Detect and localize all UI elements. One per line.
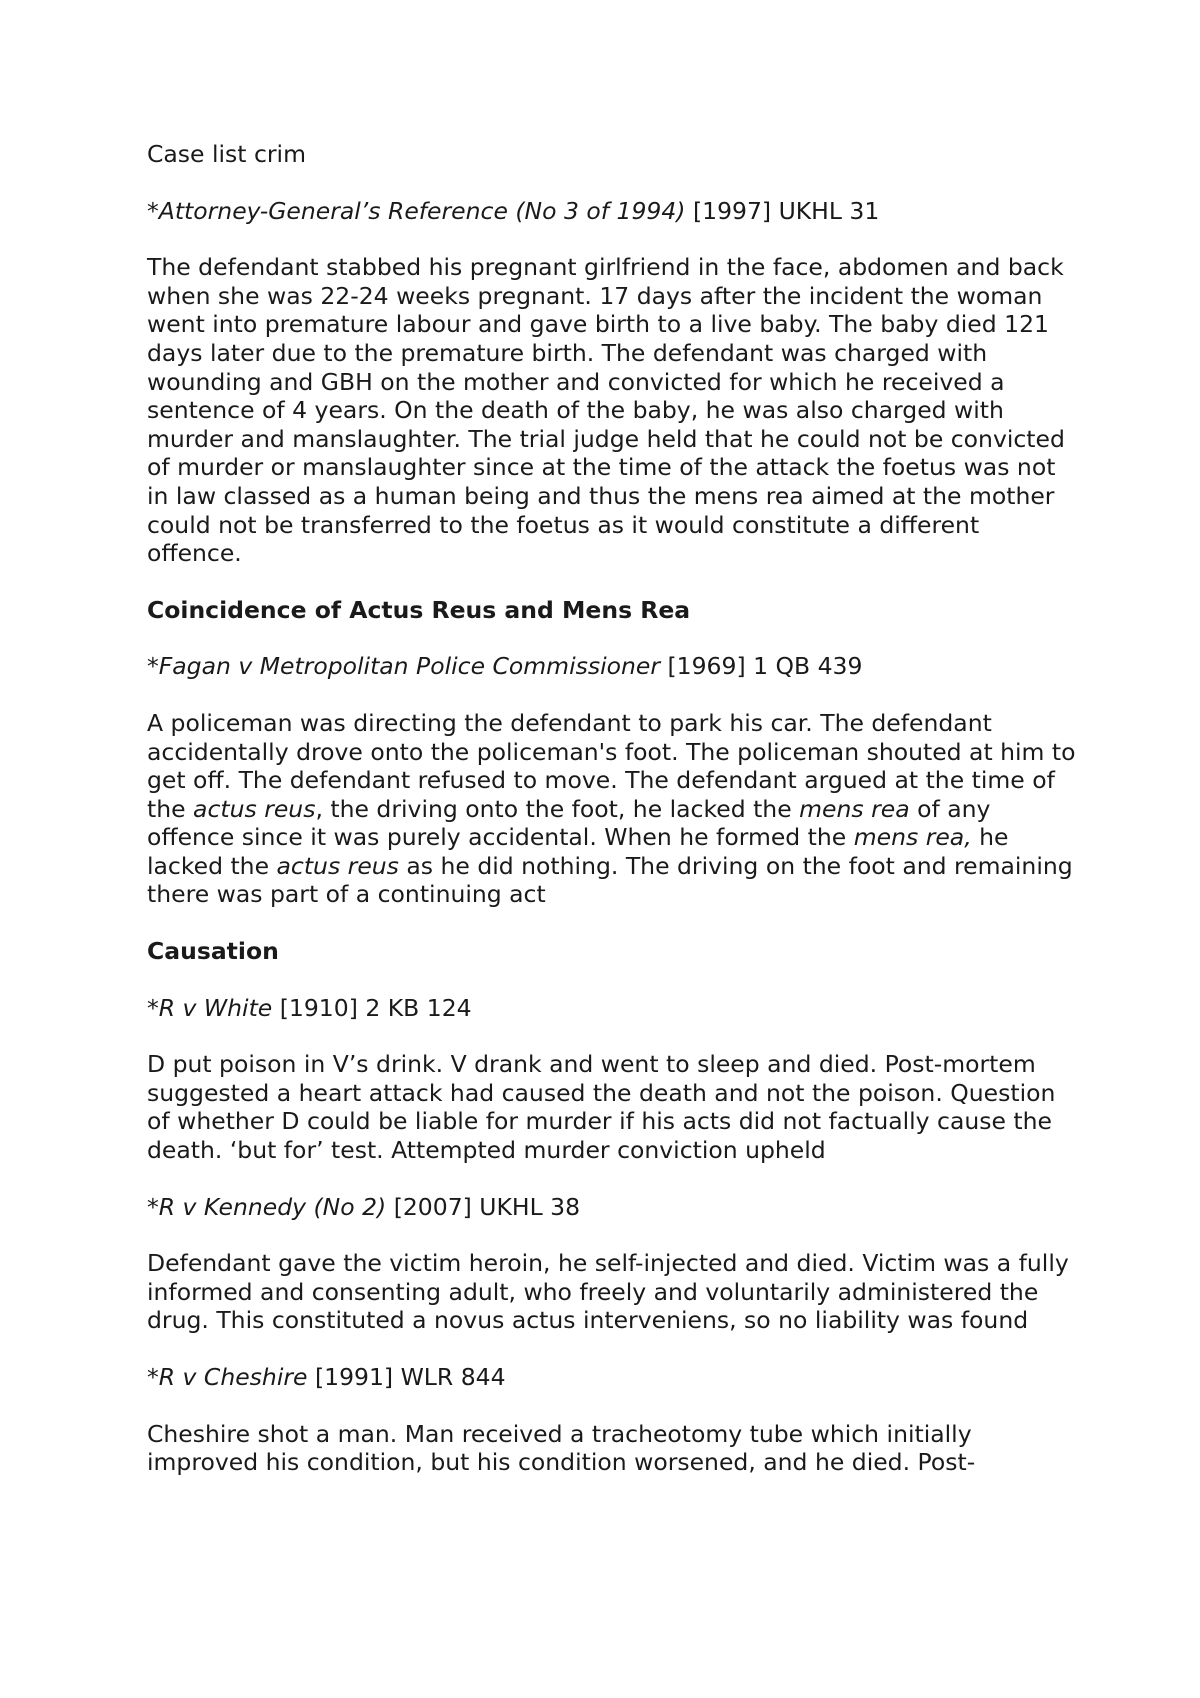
summary-text: as he did nothing. The driving on the foot and remaining there was part of a continuing act [147,851,1073,909]
case-summary-fagan [147,709,1077,909]
summary-text: he lacked the [147,823,1009,880]
summary-text: , the driving onto the foot, he lacked the [315,794,800,823]
case-citation-kennedy [147,1193,1077,1222]
document-title: Case list crim [147,140,306,168]
document-page [147,140,1077,1505]
italic-term: actus reus [276,851,399,880]
case-name: *R v Cheshire [147,1363,308,1391]
case-citation: [1997] UKHL 31 [685,196,880,225]
case-citation: [1969] 1 QB 439 [660,652,863,681]
case-summary-white: D put poison in V’s drink. V drank and went to sleep and died. Post-mortem suggested a heart attack had caused the death and not the poison. Question of whether D could be liable for murder if his acts did not factually cause the death. ‘but for’ test. Attempted murder conviction upheld [147,1050,1056,1165]
case-citation-fagan [147,652,1077,681]
summary-text: A policeman was directing the defendant to park his car. The defendant accidentally drove onto the policeman's foot. The policeman shouted at him to get off. The defendant refused to move. The defendant argued at the time of the [147,708,1076,823]
italic-term: mens rea, [853,823,972,852]
case-summary-ag-reference: The defendant stabbed his pregnant girlfriend in the face, abdomen and back when she was 22-24 weeks pregnant. 17 days after the incident the woman went into premature labour and gave birth to a live baby. The baby died 121 days later due to the premature birth. The defendant was charged with wounding and GBH on the mother and convicted for which he received a sentence of 4 years. On the death of the baby, he was also charged with murder and manslaughter. The trial judge held that he could not be convicted of murder or manslaughter since at the time of the attack the foetus was not in law classed as a human being and thus the mens rea aimed at the mother could not be transferred to the foetus as it would constitute a different offence. [147,253,1065,568]
italic-term: actus reus [193,794,316,823]
section-heading-coincidence: Coincidence of Actus Reus and Mens Rea [147,595,691,624]
italic-term: mens rea [799,794,910,823]
case-name: *Fagan v Metropolitan Police Commissioner [147,652,661,681]
case-name: *R v Kennedy (No 2) [147,1192,387,1221]
case-citation: [1910] 2 KB 124 [272,993,472,1022]
case-citation-ag-reference [147,197,1077,226]
case-summary-cheshire: Cheshire shot a man. Man received a tracheotomy tube which initially improved his condition, but his condition worsened, and he died. Post- [147,1419,976,1477]
case-citation: [1991] WLR 844 [307,1363,506,1391]
case-summary-kennedy: Defendant gave the victim heroin, he self-injected and died. Victim was a fully informed and consenting adult, who freely and voluntarily administered the drug. This constituted a novus actus interveniens, so no liability was found [147,1249,1069,1335]
section-heading-causation: Causation [147,937,279,966]
case-name: *Attorney-General’s Reference (No 3 of 1994) [147,196,686,225]
summary-text: of any offence since it was purely accidental. When he formed the [147,794,991,852]
case-citation: [2007] UKHL 38 [386,1192,581,1221]
case-name: *R v White [147,993,273,1022]
case-citation-cheshire [147,1363,1077,1392]
case-citation-white [147,994,1077,1023]
